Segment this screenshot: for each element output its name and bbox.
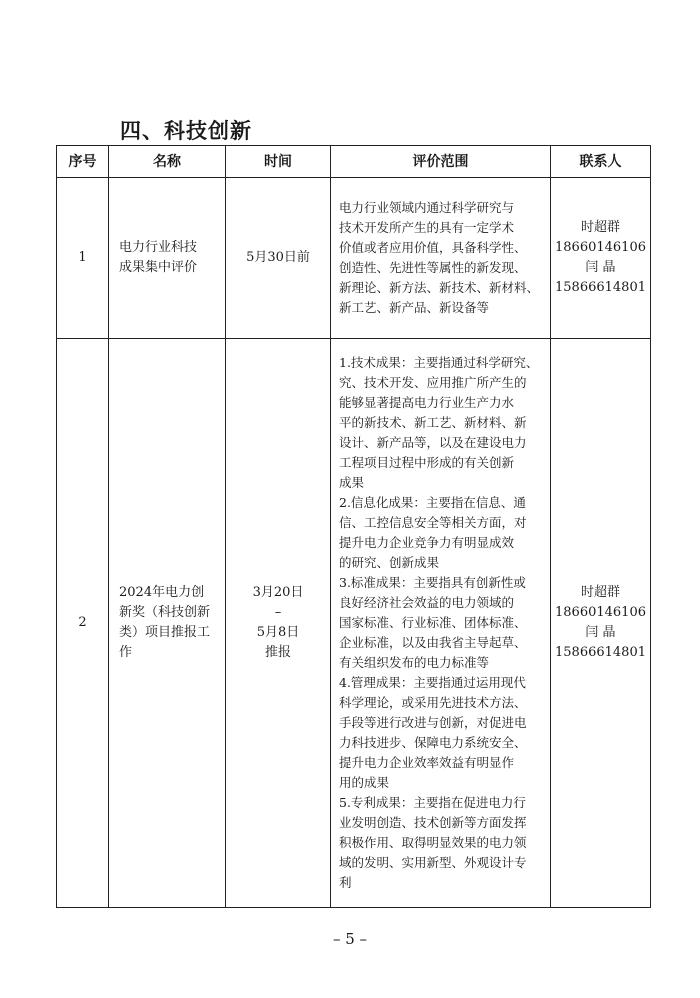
row-scope-cell-line: 新工艺、新产品、新设备等 [339, 300, 490, 315]
header-scope: 评价范围 [331, 146, 551, 178]
row-scope-cell-line: 工程项目过程中形成的有关创新 [339, 455, 515, 470]
table-row [57, 339, 651, 908]
row-name-cell [109, 339, 226, 908]
row-scope-cell-line: 设计、新产品等，以及在建设电力 [339, 435, 527, 450]
row-scope-cell-line: 新理论、新方法、新技术、新材料、 [339, 280, 540, 295]
evaluation-table [56, 145, 651, 908]
row-scope-cell-line: 创造性、先进性等属性的新发现、 [339, 260, 527, 275]
row-time-cell-line: – [274, 605, 282, 620]
row-scope-cell-line: 2.信息化成果：主要指在信息、通 [339, 495, 526, 510]
row-scope-cell-line: 5.专利成果：主要指在促进电力行 [339, 795, 526, 810]
row-contact-cell-line: 15866614801 [555, 645, 646, 660]
row-scope-cell-line: 用的成果 [339, 775, 390, 790]
row-name-cell-line: 作 [119, 645, 133, 660]
row-scope-cell-line: 国家标准、行业标准、团体标准、 [339, 615, 527, 630]
row-contact-cell-line: 18660146106 [555, 240, 646, 255]
row-scope-cell-line: 力科技进步、保障电力系统安全、 [339, 735, 527, 750]
row-scope-cell-line: 信、工控信息安全等相关方面，对 [339, 515, 527, 530]
row-contact-cell-line: 时超群 [580, 220, 620, 235]
row-name-cell-line: 新奖（科技创新 [119, 605, 211, 620]
row-name-cell-line: 2024年电力创 [119, 585, 205, 600]
row-scope-cell-line: 究、技术开发、应用推广所产生的 [339, 375, 527, 390]
row-time-cell [226, 339, 331, 908]
row-scope-cell-line: 科学理论，或采用先进技术方法、 [339, 695, 527, 710]
header-contact: 联系人 [551, 146, 651, 178]
row-name-cell [109, 178, 226, 339]
row-scope-cell-line: 能够显著提高电力行业生产力水 [339, 395, 515, 410]
row-scope-cell-line: 提升电力企业竞争力有明显成效 [339, 535, 515, 550]
row-contact-cell [551, 339, 651, 908]
row-scope-cell-line: 平的新技术、新工艺、新材料、新 [339, 415, 527, 430]
page-number: – 5 – [332, 930, 368, 948]
row-scope-cell-line: 企业标准，以及由我省主导起草、 [339, 635, 527, 650]
row-name-cell-line: 类）项目推报工 [119, 625, 211, 640]
row-scope-cell-line: 良好经济社会效益的电力领域的 [339, 595, 515, 610]
row-name-cell-line: 电力行业科技 [119, 240, 198, 255]
row-scope-cell-line: 有关组织发布的电力标准等 [339, 655, 490, 670]
header-name: 名称 [109, 146, 226, 178]
row-scope-cell-line: 价值或者应用价值，具备科学性、 [339, 240, 527, 255]
table-header-row [57, 146, 651, 178]
row-scope-cell-line: 的研究、创新成果 [339, 555, 440, 570]
row-scope-cell-line: 1.技术成果：主要指通过科学研究、 [339, 355, 539, 370]
row-scope-cell-line: 技术开发所产生的具有一定学术 [339, 220, 515, 235]
row-contact-cell [551, 178, 651, 339]
row-scope-cell-line: 手段等进行改进与创新，对促进电 [339, 715, 527, 730]
row-contact-cell-line: 15866614801 [555, 280, 646, 295]
header-time: 时间 [226, 146, 331, 178]
row-scope-cell-line: 提升电力企业效率效益有明显作 [339, 755, 515, 770]
row-scope-cell-line: 成果 [339, 475, 365, 490]
row-time-cell-line: 5月30日前 [246, 250, 310, 265]
row-time-cell [226, 178, 331, 339]
row-time-cell-line: 5月8日 [256, 625, 300, 640]
row-time-cell-line: 3月20日 [252, 585, 304, 600]
row-scope-cell-line: 3.标准成果：主要指具有创新性或 [339, 575, 526, 590]
row-scope-cell-line: 积极作用、取得明显效果的电力领 [339, 835, 527, 850]
row-scope-cell-line: 业发明创造、技术创新等方面发挥 [339, 815, 527, 830]
row-scope-cell [331, 339, 551, 908]
row-contact-cell-line: 闫 晶 [585, 260, 616, 275]
row-serial-cell: 2 [57, 339, 109, 908]
row-scope-cell-line: 利 [339, 875, 352, 890]
section-title: 四、科技创新 [120, 119, 252, 143]
row-contact-cell-line: 时超群 [580, 585, 620, 600]
row-scope-cell-line: 域的发明、实用新型、外观设计专 [339, 855, 527, 870]
table-row [57, 178, 651, 339]
header-serial: 序号 [57, 146, 109, 178]
row-scope-cell [331, 178, 551, 339]
row-serial-cell: 1 [57, 178, 109, 339]
row-time-cell-line: 推报 [264, 645, 291, 660]
row-scope-cell-line: 4.管理成果：主要指通过运用现代 [339, 675, 526, 690]
row-name-cell-line: 成果集中评价 [119, 260, 198, 275]
row-scope-cell-line: 电力行业领域内通过科学研究与 [339, 200, 515, 215]
row-contact-cell-line: 闫 晶 [585, 625, 616, 640]
row-contact-cell-line: 18660146106 [555, 605, 646, 620]
